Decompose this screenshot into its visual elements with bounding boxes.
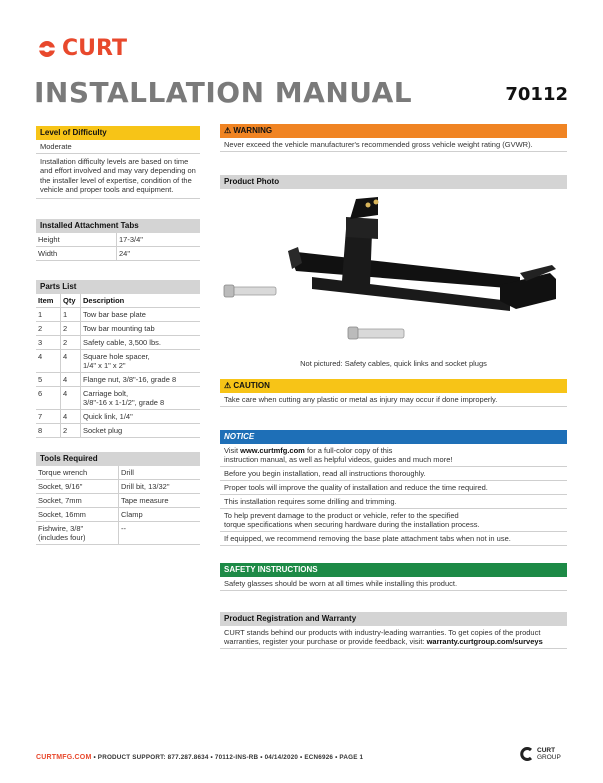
parts-list-heading: Parts List <box>36 280 200 294</box>
part-description: Square hole spacer, 1/4" x 1" x 2" <box>81 350 201 373</box>
footer-doc-number: 70112-INS-RB <box>214 754 259 761</box>
warning-text: Never exceed the vehicle manufacturer's recommended gross vehicle weight rating (GVWR). <box>220 138 567 152</box>
page-title: INSTALLATION MANUAL <box>34 76 413 109</box>
group-line1: CURT <box>537 747 556 754</box>
part-item: 8 <box>36 424 61 438</box>
registration-text: CURT stands behind our products with industry-leading warranties. To get copies of the product warranties, register your purchase or provide feedback, visit: warranty.curtgroup.com/surveys <box>220 626 567 649</box>
product-photo-heading: Product Photo <box>220 175 567 189</box>
tool-right: Drill <box>119 466 201 480</box>
part-qty: 2 <box>61 322 81 336</box>
caution-section <box>220 379 567 407</box>
part-description: Safety cable, 3,500 lbs. <box>81 336 201 350</box>
tab-height-label: Height <box>36 233 117 247</box>
notice-item: Before you begin installation, read all instructions thoroughly. <box>220 467 567 481</box>
table-row <box>36 494 200 508</box>
notice-item: If equipped, we recommend removing the base plate attachment tabs when not in use. <box>220 532 567 546</box>
tab-width-value: 24" <box>117 247 201 261</box>
notice-section <box>220 430 567 546</box>
footer-date: 04/14/2020 <box>264 754 299 761</box>
table-row <box>36 522 200 545</box>
part-qty: 1 <box>61 308 81 322</box>
tool-left: Torque wrench <box>36 466 119 480</box>
tab-height-value: 17-3/4" <box>117 233 201 247</box>
warning-section <box>220 124 567 152</box>
part-qty: 4 <box>61 410 81 424</box>
parts-table <box>36 294 200 438</box>
attachment-tabs-table <box>36 233 200 261</box>
warning-heading: ⚠ WARNING <box>220 124 567 138</box>
attachment-tabs-heading: Installed Attachment Tabs <box>36 219 200 233</box>
parts-list-section <box>36 280 200 438</box>
difficulty-heading: Level of Difficulty <box>36 126 200 140</box>
table-row <box>36 322 200 336</box>
table-row <box>36 247 200 261</box>
footer: CURTMFG.COM • PRODUCT SUPPORT: 877.287.8634 • 70112-INS-RB • 04/14/2020 • ECN6926 • PAGE 1 <box>36 754 364 761</box>
table-row <box>36 508 200 522</box>
part-description: Carriage bolt, 3/8"-16 x 1-1/2", grade 8 <box>81 387 201 410</box>
tool-right: Clamp <box>119 508 201 522</box>
part-qty: 2 <box>61 336 81 350</box>
part-description: Quick link, 1/4" <box>81 410 201 424</box>
table-row <box>36 387 200 410</box>
footer-ecn: ECN6926 <box>304 754 334 761</box>
table-row <box>36 466 200 480</box>
part-description: Tow bar mounting tab <box>81 322 201 336</box>
tool-right: Drill bit, 13/32" <box>119 480 201 494</box>
table-header-row <box>36 294 200 308</box>
safety-section <box>220 563 567 591</box>
table-row <box>36 410 200 424</box>
notice-item: Proper tools will improve the quality of installation and reduce the time required. <box>220 481 567 495</box>
col-qty: Qty <box>61 294 81 308</box>
part-qty: 4 <box>61 387 81 410</box>
footer-website[interactable]: CURTMFG.COM <box>36 754 92 761</box>
part-item: 5 <box>36 373 61 387</box>
table-row <box>36 480 200 494</box>
col-description: Description <box>81 294 201 308</box>
attachment-tabs-section <box>36 219 200 261</box>
tools-section <box>36 452 200 545</box>
table-row <box>36 336 200 350</box>
notice-item: To help prevent damage to the product or vehicle, refer to the specified torque specifications when securing hardware during the installation process. <box>220 509 567 532</box>
part-item: 6 <box>36 387 61 410</box>
tools-heading: Tools Required <box>36 452 200 466</box>
caution-heading: ⚠ CAUTION <box>220 379 567 393</box>
product-photo-section <box>220 175 567 368</box>
part-description: Tow bar base plate <box>81 308 201 322</box>
table-row <box>36 233 200 247</box>
difficulty-section <box>36 126 200 199</box>
part-number: 70112 <box>505 84 568 105</box>
tool-left: Socket, 16mm <box>36 508 119 522</box>
notice-item: This installation requires some drilling and trimming. <box>220 495 567 509</box>
product-photo <box>220 189 567 349</box>
table-row <box>36 373 200 387</box>
notice-heading: NOTICE <box>220 430 567 444</box>
caution-icon: ⚠ <box>224 381 232 390</box>
warning-icon: ⚠ <box>224 126 232 135</box>
curt-logo <box>36 36 127 61</box>
part-item: 3 <box>36 336 61 350</box>
part-item: 7 <box>36 410 61 424</box>
curt-group-logo <box>520 747 561 761</box>
tool-left: Socket, 7mm <box>36 494 119 508</box>
product-photo-caption: Not pictured: Safety cables, quick links and socket plugs <box>300 359 487 368</box>
curtmfg-link[interactable]: www.curtmfg.com <box>240 446 305 455</box>
curt-group-icon <box>520 747 534 761</box>
part-qty: 2 <box>61 424 81 438</box>
caution-text: Take care when cutting any plastic or metal as injury may occur if done improperly. <box>220 393 567 407</box>
table-row <box>36 350 200 373</box>
notice-visit: Visit www.curtmfg.com for a full-color copy of this instruction manual, as well as helpful videos, guides and much more! <box>220 444 567 467</box>
part-description: Flange nut, 3/8"-16, grade 8 <box>81 373 201 387</box>
col-item: Item <box>36 294 61 308</box>
difficulty-level: Moderate <box>36 140 200 154</box>
part-description: Socket plug <box>81 424 201 438</box>
tool-right: -- <box>119 522 201 545</box>
footer-page: PAGE 1 <box>339 754 364 761</box>
brand-name: CURT <box>62 36 127 61</box>
difficulty-description: Installation difficulty levels are based on time and effort involved and may vary depending on the installer level of expertise, condition of the vehicle and proper tools and equipment. <box>36 154 200 199</box>
safety-text: Safety glasses should be worn at all times while installing this product. <box>220 577 567 591</box>
registration-heading: Product Registration and Warranty <box>220 612 567 626</box>
part-qty: 4 <box>61 350 81 373</box>
warranty-link[interactable]: warranty.curtgroup.com/surveys <box>426 637 543 646</box>
group-line2: GROUP <box>537 754 561 761</box>
part-item: 2 <box>36 322 61 336</box>
tab-width-label: Width <box>36 247 117 261</box>
table-row <box>36 308 200 322</box>
tools-table <box>36 466 200 545</box>
registration-section <box>220 612 567 649</box>
curt-gear-icon <box>36 39 58 59</box>
footer-support: PRODUCT SUPPORT: 877.287.8634 <box>97 754 209 761</box>
tool-left: Socket, 9/16" <box>36 480 119 494</box>
part-qty: 4 <box>61 373 81 387</box>
tool-right: Tape measure <box>119 494 201 508</box>
table-row <box>36 424 200 438</box>
tool-left: Fishwire, 3/8" (includes four) <box>36 522 119 545</box>
part-item: 1 <box>36 308 61 322</box>
safety-heading: SAFETY INSTRUCTIONS <box>220 563 567 577</box>
part-item: 4 <box>36 350 61 373</box>
